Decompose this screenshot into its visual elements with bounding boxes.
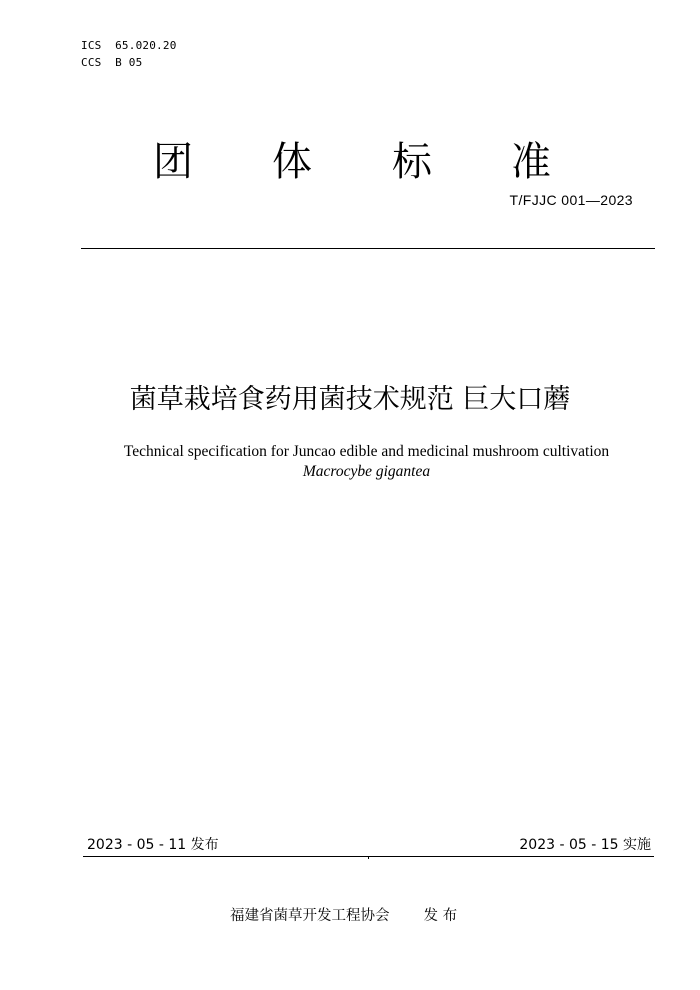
standard-number: T/FJJC 001—2023 bbox=[509, 192, 633, 208]
standard-type-char: 标 bbox=[392, 139, 432, 185]
standard-type-char: 体 bbox=[272, 139, 312, 185]
ccs-code: CCS B 05 bbox=[81, 56, 143, 69]
classification-codes bbox=[81, 37, 177, 71]
publisher-name: 福建省菌草开发工程协会 bbox=[230, 908, 390, 924]
standard-type-char: 团 bbox=[153, 139, 193, 185]
header-divider bbox=[81, 248, 655, 249]
standard-type-char: 准 bbox=[511, 139, 551, 185]
implementation-date: 2023 - 05 - 15 实施 bbox=[519, 837, 651, 853]
standard-type-heading bbox=[0, 138, 700, 188]
footer-divider-tick bbox=[368, 856, 369, 859]
document-title-chinese: 菌草栽培食药用菌技术规范 巨大口蘑 bbox=[129, 384, 571, 415]
document-title-species: Macrocybe gigantea bbox=[302, 463, 431, 480]
publisher-line bbox=[230, 904, 457, 925]
publish-label: 发 布 bbox=[423, 908, 458, 924]
issue-date: 2023 - 05 - 11 发布 bbox=[87, 837, 219, 853]
document-title-english: Technical specification for Juncao edible and medicinal mushroom cultivation bbox=[123, 443, 610, 460]
ics-code: ICS 65.020.20 bbox=[81, 39, 177, 52]
